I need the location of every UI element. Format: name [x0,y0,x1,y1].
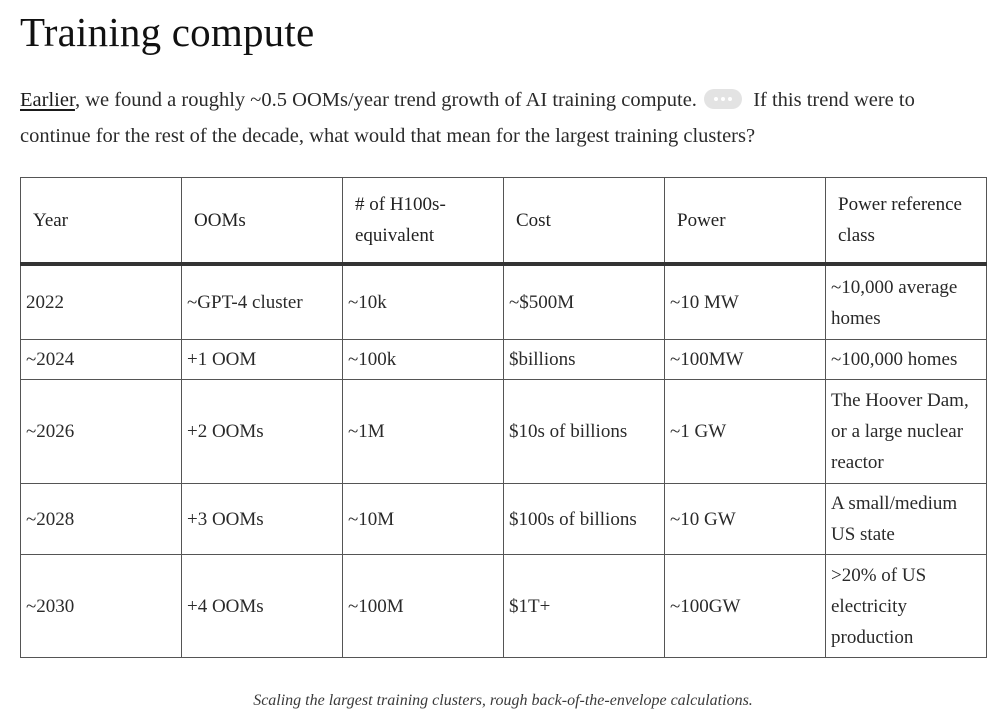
cell-power: ~100GW [665,555,826,658]
header-year: Year [21,178,182,265]
cell-year: ~2028 [21,484,182,555]
table-row [21,264,987,340]
page-title: Training compute [20,9,315,55]
cell-year: ~2030 [21,555,182,658]
cell-power-reference: ~100,000 homes [826,340,987,380]
cell-h100s: ~10M [343,484,504,555]
cell-cost: $100s of billions [504,484,665,555]
cell-h100s: ~1M [343,380,504,484]
cell-h100s: ~10k [343,264,504,340]
cell-cost: ~$500M [504,264,665,340]
table-caption: Scaling the largest training clusters, rough back-of-the-envelope calculations. [253,692,753,709]
intro-text-after-note: If this trend were to continue for the rest of the decade, what would that mean for the largest training clusters? [20,89,915,147]
cell-power-reference: >20% of US electricity production [826,555,987,658]
table-row [21,340,987,380]
cell-power-reference: A small/medium US state [826,484,987,555]
table-row [21,380,987,484]
cell-power: ~1 GW [665,380,826,484]
cell-power-reference: The Hoover Dam, or a large nuclear reactor [826,380,987,484]
cell-year: ~2026 [21,380,182,484]
header-power-reference: Power reference class [826,178,987,265]
table-header-row [21,178,987,265]
header-h100s: # of H100s-equivalent [343,178,504,265]
cell-power: ~10 GW [665,484,826,555]
cell-year: 2022 [21,264,182,340]
cell-cost: $10s of billions [504,380,665,484]
cell-h100s: ~100M [343,555,504,658]
footnote-ellipsis-button[interactable] [704,89,742,109]
header-power: Power [665,178,826,265]
earlier-link[interactable]: Earlier [20,89,75,111]
intro-text-before-note: , we found a roughly ~0.5 OOMs/year trend growth of AI training compute. [74,89,697,111]
cell-ooms: ~GPT-4 cluster [182,264,343,340]
cell-power-reference: ~10,000 average homes [826,264,987,340]
header-ooms: OOMs [182,178,343,265]
cell-ooms: +2 OOMs [182,380,343,484]
intro-paragraph [20,82,986,154]
cell-cost: $1T+ [504,555,665,658]
cell-power: ~100MW [665,340,826,380]
cell-ooms: +1 OOM [182,340,343,380]
cell-cost: $billions [504,340,665,380]
table-row [21,555,987,658]
header-cost: Cost [504,178,665,265]
cell-power: ~10 MW [665,264,826,340]
cell-ooms: +4 OOMs [182,555,343,658]
training-clusters-table [20,177,987,658]
cell-year: ~2024 [21,340,182,380]
cell-h100s: ~100k [343,340,504,380]
table-row [21,484,987,555]
cell-ooms: +3 OOMs [182,484,343,555]
